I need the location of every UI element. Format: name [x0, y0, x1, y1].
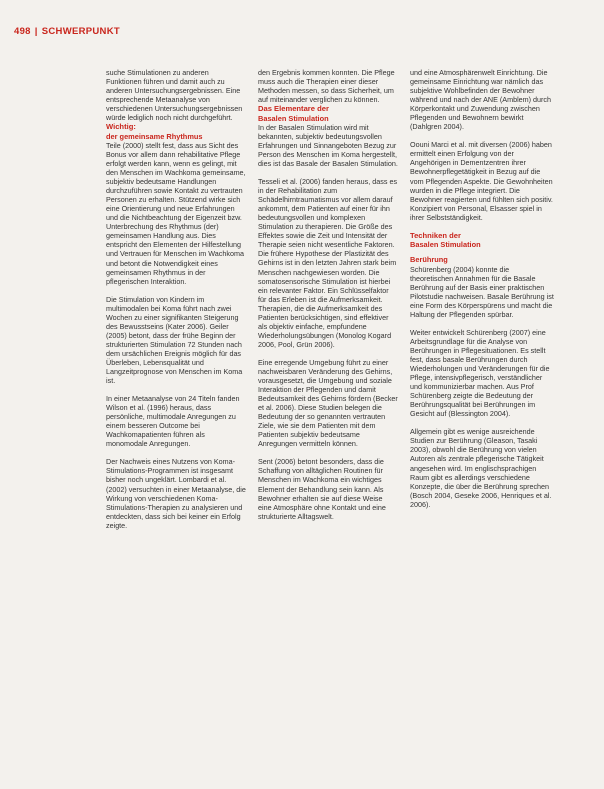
col1-heading: Wichtig: [106, 122, 136, 132]
col2-paragraph: In der Basalen Stimulation wird mit bekannten, subjektiv bedeutungsvollen Erfahrungen und Sinnangeboten Bezug zur Person des Menschen im Koma hergestellt, dies ist das Basale der Basalen Stimulation. [258, 122, 398, 168]
col3-paragraph: Allgemein gibt es wenige ausreichende Studien zur Berührung (Gleason, Tasaki 2003), obwohl die Berührung von vielen Autoren als zentrale pflegerische Tätigkeit angesehen wird. Im englischsprachigen Raum gibt es allerdings verschiedene Konzepte, die über die Berührung sprechen (Bosch 2004, Geseke 2006, Henriques et al. 2006). [410, 427, 552, 509]
col3-intro-2: Oouni Marci et al. mit diversen (2006) haben ermittelt einen Erfolgung von der Angehörigen in Dementzentren ihrer Bewohnerpflegetätigkeit in Bezug auf die vom Pflegenden Aspekte. Die Gewohnheiten wurden in die Pflege integriert. Die Bewohner reagierten und fühlten sich positiv. Konzipiert von Personal, Elsasser spiel in ihrer Selbstständigkeit. [410, 140, 553, 222]
col3-section-title: Berührung [410, 255, 448, 265]
col2-heading: Das Elementare der [258, 104, 329, 114]
column-2 [258, 68, 398, 521]
header-separator: | [34, 25, 38, 37]
col3-heading: Techniken der [410, 230, 461, 240]
col2-paragraph: Eine erregende Umgebung führt zu einer nachweisbaren Veränderung des Gehirns, vorausgesetzt, die Umgebung und soziale Interaktion der Pflegenden und damit Bedeutsamkeit des Gehirns fördern (Becker et al. 2006). Diese Studien belegen die Bedeutung der so genannten vertrauten Ziele, wie sie dem Patienten mit dem Patienten subjektiv bedeutsame Anregungen vermitteln können. [258, 357, 398, 449]
col1-intro: suche Stimulationen zu anderen Funktionen führen und damit auch zu anderen Untersuchungsergebnissen. Eine entsprechende Metaanalyse von verschiedenen Untersuchungsergebnissen würde lediglich noch nicht durchgeführt. [106, 68, 243, 123]
column-3 [410, 68, 554, 509]
col2-paragraph: Sent (2006) betont besonders, dass die Schaffung von alltäglichen Routinen für Menschen im Wachkoma ein wichtiges Element der Behandlung sein kann. Als Bewohner erhalten sie auf diese Weise eine Atmosphäre ohne Kontakt und eine strukturierte Alltagswelt. [258, 457, 386, 521]
col1-paragraph: Teile (2000) stellt fest, dass aus Sicht des Bonus vor allem dann rehabilitative Pflege erfolgt werden kann, wenn es gelingt, mit den Menschen im Wachkoma gemeinsame, subjektiv bedeutsame Handlungen durchzuführen sowie Kontakt zu vertrauten Personen zu erhalten. Stützend wirke sich eine Orientierung und neue Erfahrungen und die Nichtbeachtung der Eigenzeit bzw. Unterbrechung des Rhythmus (der) gemeinsamen Handlung aus. Dies entspricht den Elementen der Hilfestellung und Vertrauen für Menschen im Wachkoma und betont die Notwendigkeit eines gemeinsamen Rhythmus in der pflegerischen Interaktion. [106, 140, 246, 286]
col1-subheading: der gemeinsame Rhythmus [106, 131, 203, 141]
spacer [410, 222, 554, 231]
page-number: 498 [14, 25, 31, 37]
col2-paragraph: Tesseli et al. (2006) fanden heraus, dass es in der Rehabilitation zum Schädelhirntraumatismus vor allem darauf ankommt, dem Patienten auf einer für ihn bedeutungsvollen und komplexen Stimulation zu therapieren. Die Größe des Effektes sowie die Zeit und Intensität der Therapie seien nicht wesentliche Faktoren. Die frühere Hypothese der Plastizität des Gehirns ist in den letzten Jahren stark beim Menschen nachgewiesen worden. Die somatosensorische Stimulation ist hierbei ein relevanter Faktor. Ein Schlüsselfaktor für das Erleben ist die Aufmerksamkeit. Therapien, die die Aufmerksamkeit des Patienten berücksichtigen, sind effektiver als objektiv einfache, empfundene Wiederholungsübungen (Monolog Kogard 2006, Pool, Grün 2006). [258, 177, 398, 349]
col1-paragraph: In einer Metaanalyse von 24 Titeln fanden Wilson et al. (1996) heraus, dass persönliche, multimodale Anregungen zu einem besseren Outcome bei Wachkomapatienten führen als monomodale Anregungen. [106, 394, 240, 449]
column-1 [106, 68, 246, 530]
col3-paragraph: Weiter entwickelt Schürenberg (2007) eine Arbeitsgrundlage für die Analyse von Berührungen in Pflegesituationen. Es stellt fest, dass basale Berührungen durch Wiederholungen und Veränderungen für die Pflege, intensivpflegerisch, verständlicher und kommunizierbar machen. Aus Prof Schürenberg zeigte die Bedeutung der Berührungsqualität bei Berührungen im Gesicht auf (Blessington 2004). [410, 327, 550, 419]
section-title: SCHWERPUNKT [41, 25, 120, 37]
col1-paragraph: Der Nachweis eines Nutzens von Koma-Stimulations-Programmen ist insgesamt bisher noch ungeklärt. Lombardi et al. (2002) versuchten in einer Metaanalyse, die Wirkung von verschiedenen Koma-Stimulations-Therapien zu analysieren und entdeckten, dass sich bei keiner ein Erfolg zeigte. [106, 457, 246, 530]
page-header [14, 24, 120, 38]
col2-intro: den Ergebnis kommen konnten. Die Pflege muss auch die Therapien einer dieser Methoden messen, so dass Sicherheit, um auf miteinander verglichen zu können. [258, 68, 395, 105]
col2-subheading: Basalen Stimulation [258, 113, 329, 123]
col3-intro: und eine Atmosphärenwelt Einrichtung. Die gemeinsame Einrichtung war nämlich das subjektive Wohlbefinden der Bewohner während und nach der ANE (Amblem) durch Körperkontakt und Zuwendung zwischen Pflegenden und Bewohnern bewirkt (Dahlgren 2004). [410, 68, 552, 132]
col3-subheading: Basalen Stimulation [410, 240, 481, 250]
col1-paragraph: Die Stimulation von Kindern im multimodalen bei Koma führt nach zwei Wochen zu einer signifikanten Steigerung des Bewusstseins (Kater 2006). Geiler (2005) betont, dass der frühe Beginn der strukturierten Stimulation 72 Stunden nach dem ursächlichen Ereignis möglich für das Überleben, Lebensqualität und Langzeitprognose von Menschen im Koma ist. [106, 294, 243, 386]
col3-paragraph: Schürenberg (2004) konnte die theoretischen Annahmen für die Basale Berührung auf der Basis einer praktischen Pilotstudie nachweisen. Basale Berührung ist eine Form des Körperspürens und macht die Haltung der Pflegenden spürbar. [410, 264, 554, 319]
